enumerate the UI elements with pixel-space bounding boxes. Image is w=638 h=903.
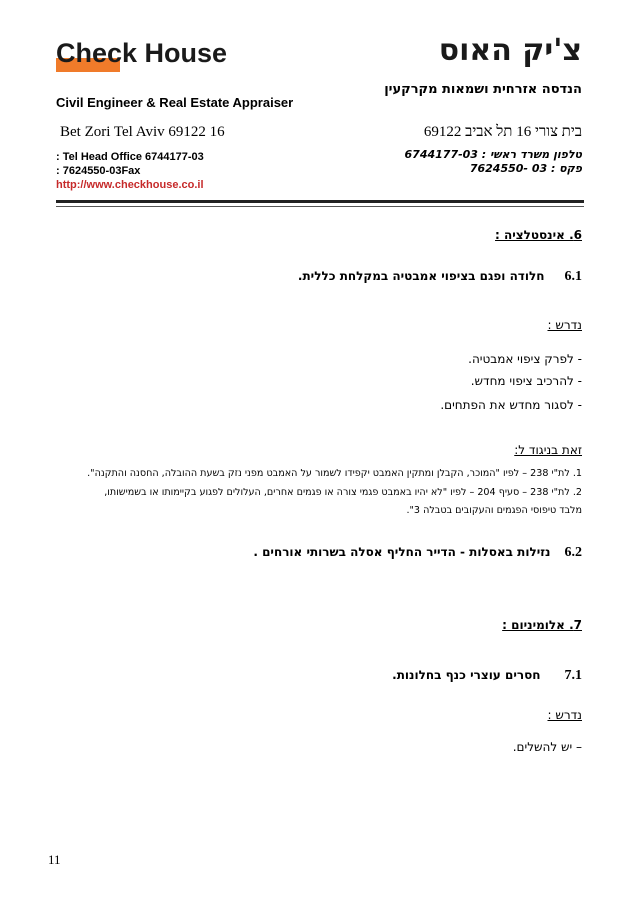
phone-hebrew: טלפון משרד ראשי : 6744177-03 — [404, 148, 582, 161]
item-6-1-number: 6.1 — [564, 269, 582, 284]
bullet-item: – יש להשלים. — [512, 740, 582, 754]
header-divider-thick — [56, 200, 584, 203]
section-7-title: 7. אלומיניום : — [502, 618, 582, 632]
phone-english: : Tel Head Office 6744177-03 — [56, 151, 204, 163]
contrary-label: זאת בניגוד ל: — [514, 443, 582, 457]
section-6-title: 6. אינסטלציה : — [495, 228, 582, 242]
address-english: Bet Zori Tel Aviv 69122 16 — [60, 124, 225, 140]
contact-block-english — [56, 150, 204, 192]
brand-name-english: Check House — [56, 38, 228, 68]
bullet-item: - לפרק ציפוי אמבטיה. — [468, 352, 582, 366]
fax-english: : 7624550-03Fax — [56, 165, 141, 177]
item-7-1 — [392, 666, 582, 684]
item-6-1-text: חלודה ופגם בציפוי אמבטיה במקלחת כללית. — [297, 269, 545, 283]
item-6-2-number: 6.2 — [564, 545, 582, 560]
tagline-english: Civil Engineer & Real Estate Appraiser — [56, 95, 294, 110]
item-6-1 — [298, 267, 582, 285]
item-7-1-number: 7.1 — [564, 668, 582, 683]
item-7-1-text: חסרים עוצרי כנף בחלונות. — [392, 668, 541, 682]
bullet-item: - להרכיב ציפוי מחדש. — [470, 374, 582, 388]
page-number: 11 — [48, 852, 61, 867]
standard-reference: 2. לת"י 238 – סעיף 204 – לפיו "לא יהיו באמבט פגמי צורה או פגמים אחרים, העלולים לפגוע בקיימותו או בשמישותו, — [104, 487, 582, 498]
address-hebrew: בית צורי 16 תל אביב 69122 — [423, 124, 582, 140]
standard-reference: 1. לת"י 238 – לפיו "המוכר, הקבלן ומתקין האמבט יקפידו לשמור על האמבט מפני נזק בשעת ההובלה, החסנה והתקנה". — [87, 468, 582, 479]
item-6-2-text: נזילות באסלות - הדייר החליף אסלה בשרותי אורחים . — [253, 545, 551, 559]
standard-reference: מלבד טיפוסי הפגמים והעקובים בטבלה 3". — [406, 505, 582, 516]
required-label-7: נדרש : — [547, 708, 582, 722]
item-6-2 — [253, 543, 582, 561]
bullet-item: - לסגור מחדש את הפתחים. — [440, 398, 582, 412]
required-label-6: נדרש : — [547, 318, 582, 332]
website-link[interactable]: http://www.checkhouse.co.il — [56, 179, 204, 191]
brand-name-hebrew: צ'יק האוס — [438, 33, 582, 68]
fax-hebrew: פקס : 03 -7624550 — [469, 162, 582, 175]
tagline-hebrew: הנדסה אזרחית ושמאות מקרקעין — [384, 82, 582, 97]
contact-block-hebrew — [405, 148, 582, 176]
header-divider-thin — [56, 206, 584, 207]
